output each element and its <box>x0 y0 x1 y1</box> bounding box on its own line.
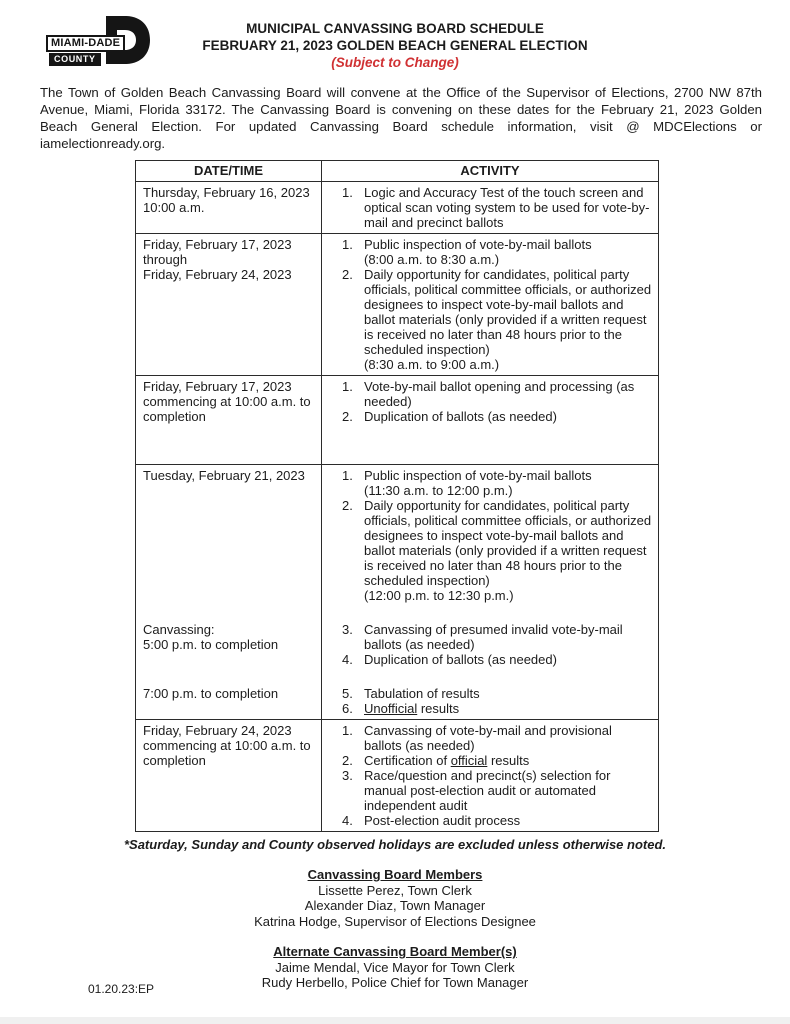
intro-paragraph: The Town of Golden Beach Canvassing Board will convene at the Office of the Supervisor of Elections, 2700 NW 87th Avenue, Miami, Florida 33172. The Canvassing Board is convening on these dates for the February 21, 2023 Golden Beach General Election. For updated Canvassing Board schedule information, visit @ MDCElections or iamelectionready.org. <box>40 85 762 151</box>
date-line: commencing at 10:00 a.m. to <box>143 394 311 409</box>
members-section <box>0 867 790 991</box>
table-row <box>136 233 658 375</box>
activity-number: 2. <box>342 409 353 424</box>
activity-number: 3. <box>342 768 353 783</box>
activity-item <box>342 768 652 813</box>
activity-number: 1. <box>342 185 353 200</box>
miami-dade-logo <box>46 15 171 67</box>
activity-text: Logic and Accuracy Test of the touch screen and optical scan voting system to be used for vote-by-mail and precinct ballots <box>364 185 650 230</box>
holidays-footnote: *Saturday, Sunday and County observed holidays are excluded unless otherwise noted. <box>123 837 667 852</box>
date-line: Canvassing: <box>143 622 215 637</box>
board-member: Alexander Diaz, Town Manager <box>304 898 486 913</box>
date-cell <box>136 720 333 831</box>
page-bottom-edge <box>0 1017 790 1024</box>
activity-text: Certification of official results <box>364 753 530 768</box>
activity-number: 3. <box>342 622 353 637</box>
table-row <box>136 375 658 464</box>
table-row-section <box>136 465 658 619</box>
activity-number: 1. <box>342 237 353 252</box>
underlined-word: official <box>450 753 488 768</box>
date-line: Friday, February 17, 2023 <box>143 237 292 252</box>
activity-cell <box>333 619 658 670</box>
date-line: 5:00 p.m. to completion <box>143 637 279 652</box>
date-line: through <box>143 252 188 267</box>
activity-text: Public inspection of vote-by-mail ballots (11:30 a.m. to 12:00 p.m.) <box>364 468 652 498</box>
table-row-section <box>136 376 658 427</box>
activity-cell <box>333 720 658 831</box>
activity-text: Unofficial results <box>364 701 460 716</box>
alternate-members-heading: Alternate Canvassing Board Member(s) <box>273 944 517 959</box>
alternate-member: Jaime Mendal, Vice Mayor for Town Clerk <box>275 959 515 975</box>
activity-number: 1. <box>342 379 353 394</box>
activity-number: 2. <box>342 498 353 513</box>
activity-text: Race/question and precinct(s) selection for manual post-election audit or automated independent audit <box>364 768 611 813</box>
table-row <box>136 464 658 719</box>
activity-number: 2. <box>342 267 353 282</box>
table-body <box>136 181 658 831</box>
date-cell <box>136 465 333 606</box>
date-line: 10:00 a.m. <box>143 200 205 215</box>
activity-item <box>342 753 652 768</box>
table-row-section <box>136 720 658 831</box>
table-row-section <box>136 683 658 719</box>
subject-to-change-line: (Subject to Change) <box>331 55 459 70</box>
activity-item <box>342 622 652 652</box>
board-member: Lissette Perez, Town Clerk <box>318 882 472 898</box>
date-cell <box>136 683 333 719</box>
activity-text: Vote-by-mail ballot opening and processing (as needed) <box>364 379 635 409</box>
board-members-heading: Canvassing Board Members <box>307 867 483 882</box>
activity-item <box>342 813 652 828</box>
activity-item <box>342 652 652 667</box>
activity-cell <box>333 465 658 606</box>
activity-cell <box>333 234 658 375</box>
activity-time-note: (8:00 a.m. to 8:30 a.m.) <box>364 252 500 267</box>
alternate-member: Rudy Herbello, Police Chief for Town Manager <box>261 975 529 990</box>
table-row-section <box>136 619 658 683</box>
date-line: Tuesday, February 21, 2023 <box>143 468 305 483</box>
title-line-1: MUNICIPAL CANVASSING BOARD SCHEDULE <box>246 21 544 36</box>
activity-item <box>342 686 652 701</box>
title-line-2: FEBRUARY 21, 2023 GOLDEN BEACH GENERAL ELECTION <box>202 38 588 53</box>
activity-text: Daily opportunity for candidates, political party officials, political committee officials, or authorized designees to inspect vote-by-mail ballots and ballot materials (only provided if a written request is received no later than 48 hours prior to the scheduled inspection) (8:30 a.m. to 9:00 a.m.) <box>364 267 652 372</box>
activity-number: 1. <box>342 468 353 483</box>
date-line: Friday, February 17, 2023 <box>143 379 292 394</box>
header-date-time: DATE/TIME <box>136 161 322 181</box>
date-line: Friday, February 24, 2023 <box>143 267 292 282</box>
activity-item <box>342 468 652 498</box>
table-row <box>136 181 658 233</box>
activity-number: 4. <box>342 813 353 828</box>
table-row-section <box>136 234 658 375</box>
logo-name-label: MIAMI-DADE <box>46 35 125 52</box>
activity-number: 5. <box>342 686 353 701</box>
activity-item <box>342 185 652 230</box>
activity-text: Public inspection of vote-by-mail ballots (8:00 a.m. to 8:30 a.m.) <box>364 237 652 267</box>
activity-text: Duplication of ballots (as needed) <box>364 409 557 424</box>
activity-item <box>342 723 652 753</box>
date-cell <box>136 619 333 670</box>
board-member: Katrina Hodge, Supervisor of Elections Designee <box>254 913 536 929</box>
logo-county-label: COUNTY <box>49 53 101 66</box>
activity-text: Daily opportunity for candidates, political party officials, political committee officials, or authorized designees to inspect vote-by-mail ballots and ballot materials (only provided if a written request is received no later than 48 hours prior to the scheduled inspection) (12:00 p.m. to 12:30 p.m.) <box>364 498 652 603</box>
activity-text: Tabulation of results <box>364 686 480 701</box>
activity-item <box>342 267 652 372</box>
activity-number: 6. <box>342 701 353 716</box>
date-line: Friday, February 24, 2023 <box>143 723 292 738</box>
date-line: completion <box>143 409 206 424</box>
schedule-table <box>135 160 659 832</box>
activity-cell <box>333 376 658 427</box>
date-cell <box>136 182 333 233</box>
activity-time-note: (8:30 a.m. to 9:00 a.m.) <box>364 357 500 372</box>
date-line: Thursday, February 16, 2023 <box>143 185 310 200</box>
activity-text: Canvassing of vote-by-mail and provisional ballots (as needed) <box>364 723 612 753</box>
activity-cell <box>333 683 658 719</box>
table-row <box>136 719 658 831</box>
activity-number: 1. <box>342 723 353 738</box>
date-line: commencing at 10:00 a.m. to <box>143 738 311 753</box>
doc-code: 01.20.23:EP <box>88 982 155 996</box>
activity-cell <box>333 182 658 233</box>
date-cell <box>136 376 333 427</box>
date-cell <box>136 234 333 375</box>
activity-text: Canvassing of presumed invalid vote-by-mail ballots (as needed) <box>364 622 623 652</box>
underlined-word: Unofficial <box>364 701 418 716</box>
date-line: completion <box>143 753 206 768</box>
table-row-section <box>136 182 658 233</box>
activity-item <box>342 379 652 409</box>
activity-time-note: (12:00 p.m. to 12:30 p.m.) <box>364 588 514 603</box>
activity-item <box>342 237 652 267</box>
activity-text: Duplication of ballots (as needed) <box>364 652 557 667</box>
activity-item <box>342 701 652 716</box>
activity-item <box>342 409 652 424</box>
activity-number: 4. <box>342 652 353 667</box>
activity-time-note: (11:30 a.m. to 12:00 p.m.) <box>364 483 513 498</box>
date-line: 7:00 p.m. to completion <box>143 686 279 701</box>
board-members-list <box>0 883 790 930</box>
activity-text: Post-election audit process <box>364 813 521 828</box>
activity-number: 2. <box>342 753 353 768</box>
activity-item <box>342 498 652 603</box>
table-header-row <box>136 161 658 181</box>
header-activity: ACTIVITY <box>460 163 520 178</box>
